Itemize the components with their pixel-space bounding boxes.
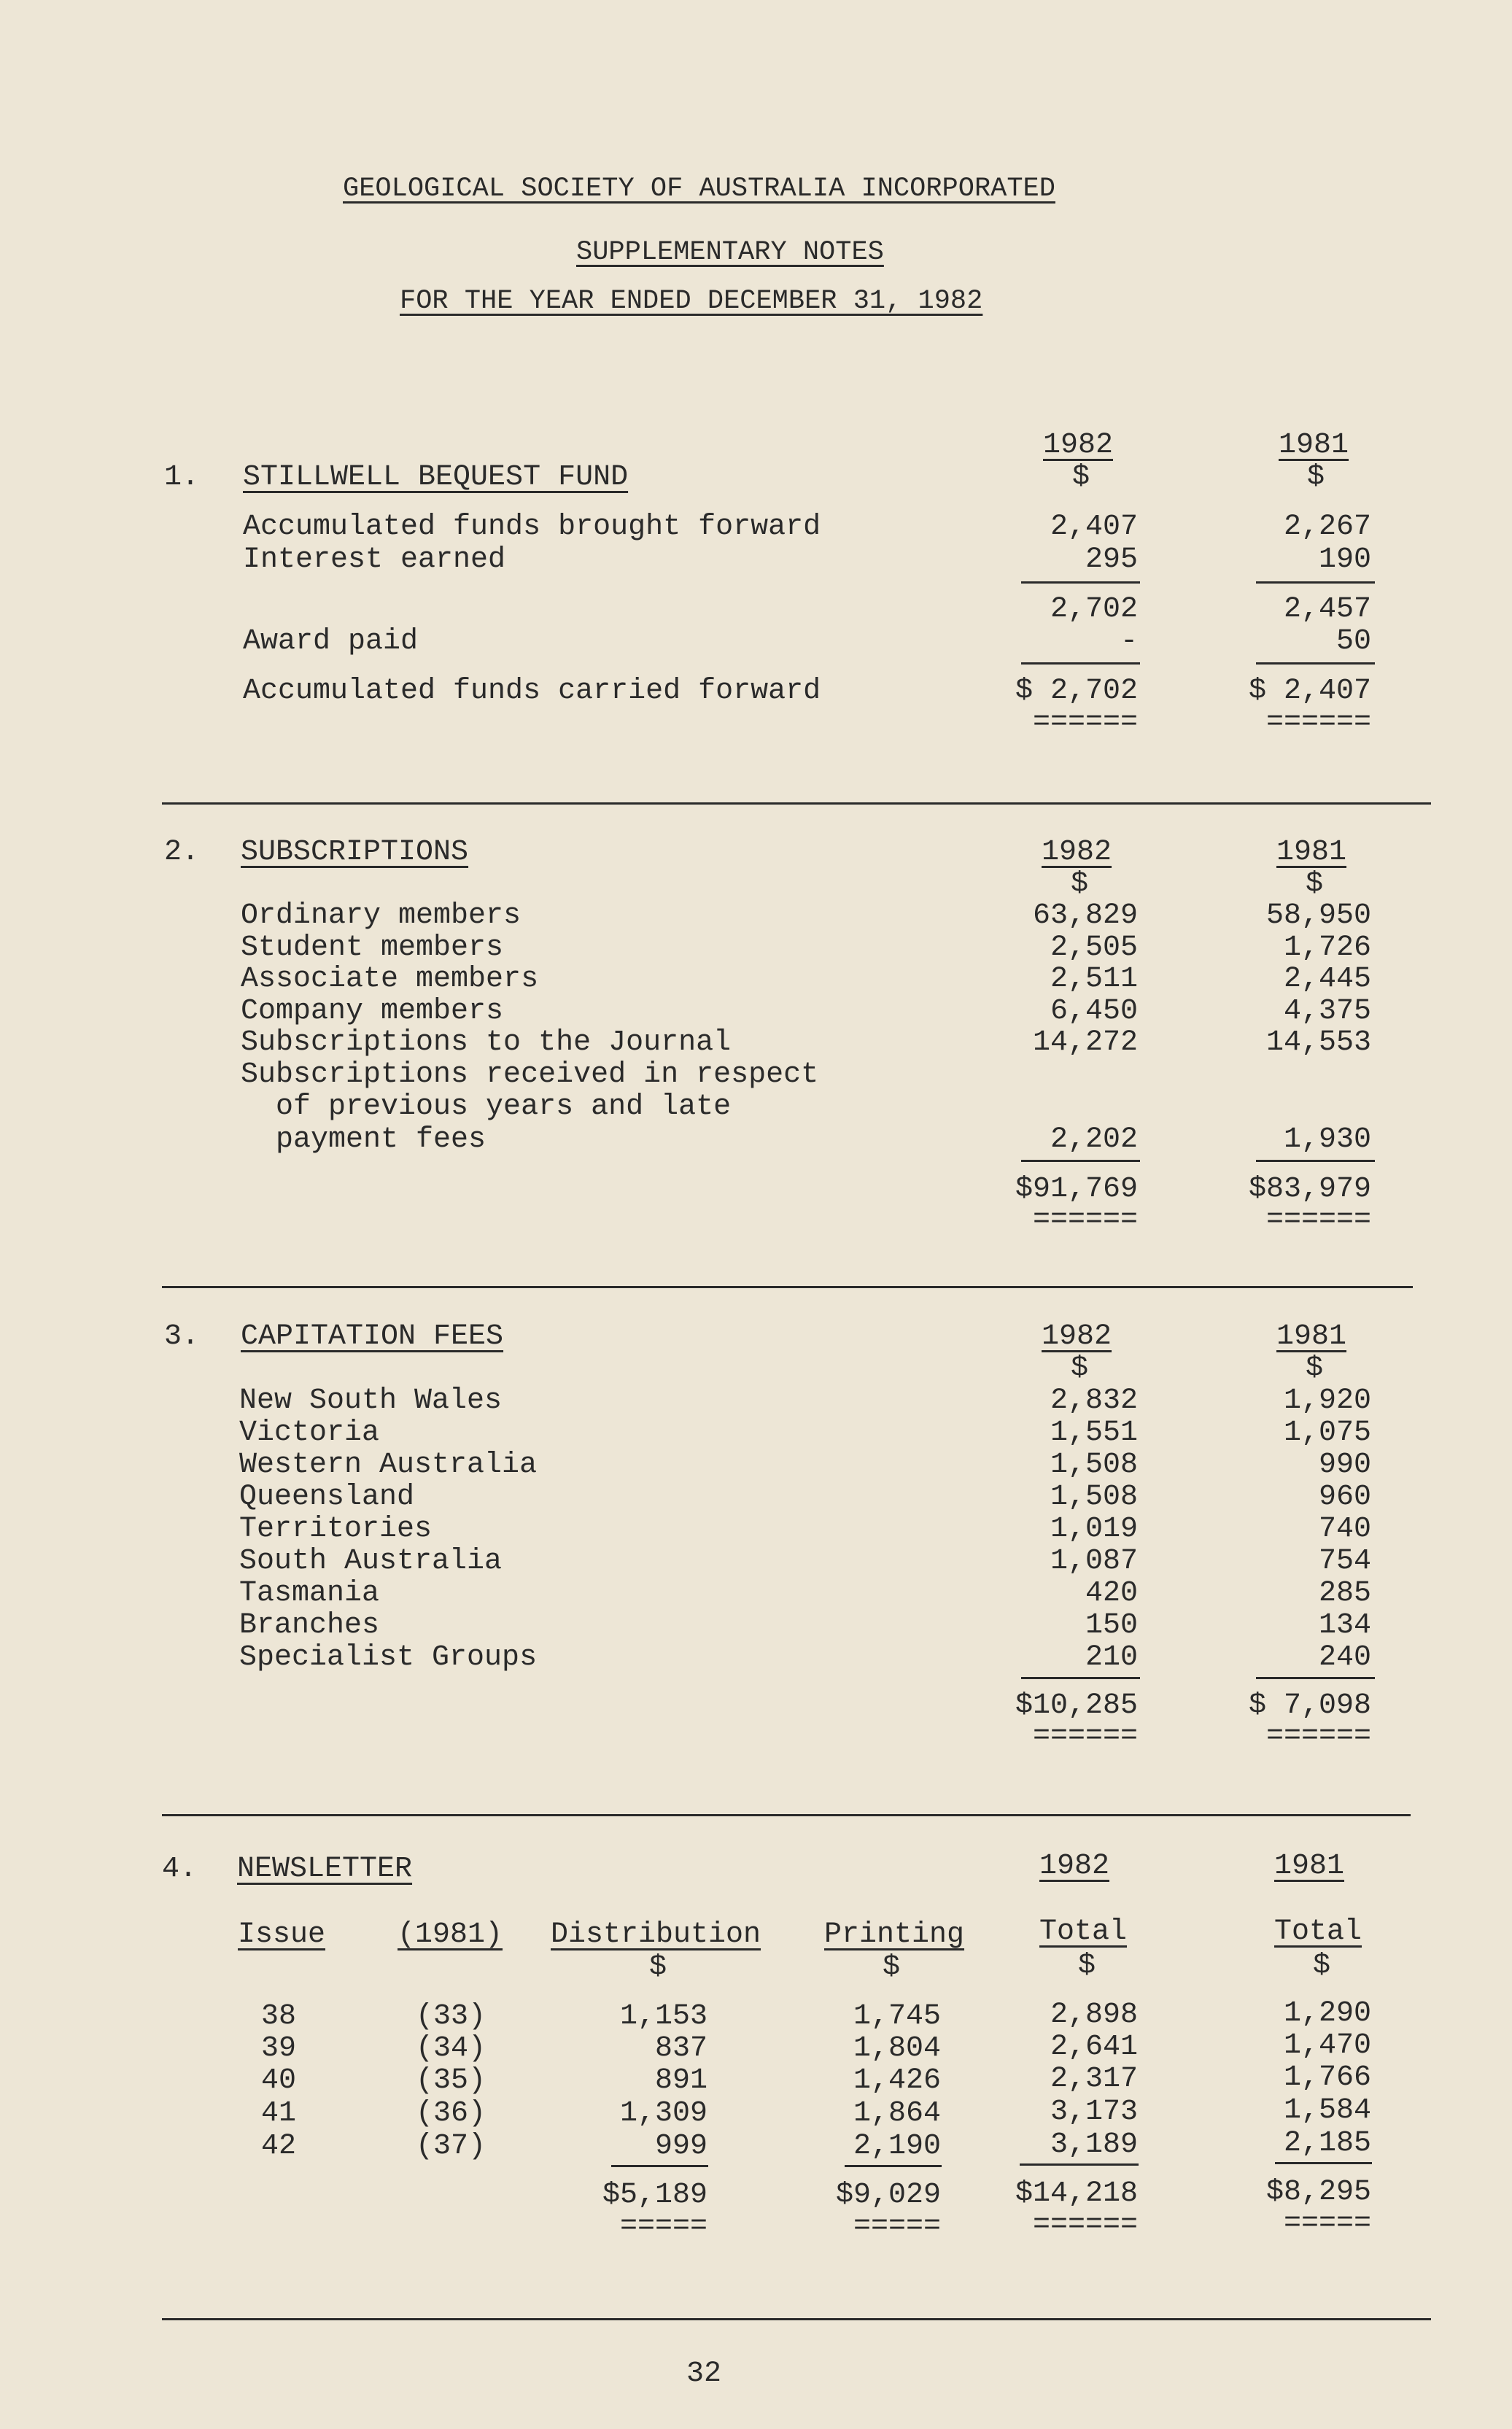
total-1981-value: 1,470 [1283,2029,1371,2062]
section-divider [162,1814,1411,1816]
value-1981: 2,445 [1283,963,1371,996]
distribution-value: 891 [654,2064,707,2097]
row-label: New South Wales [239,1384,503,1417]
subtotal-line [1021,1677,1140,1679]
row-label: Western Australia [239,1449,538,1481]
subtotal-line [1021,1160,1140,1162]
subtotal-line [1020,2163,1139,2166]
currency: $ [1072,461,1090,494]
value-1981: 58,950 [1265,899,1371,932]
org-title: GEOLOGICAL SOCIETY OF AUSTRALIA INCORPORATED [343,174,1055,204]
row-label: payment fees [241,1123,486,1156]
prev-issue: (34) [416,2032,486,2065]
section-number: 2. [164,836,200,869]
section-number: 4. [162,1853,198,1886]
prev-issue: (33) [416,2000,486,2033]
period: FOR THE YEAR ENDED DECEMBER 31, 1982 [400,286,983,317]
col-distribution: Distribution [551,1918,761,1951]
row-label: Subscriptions to the Journal [241,1026,732,1059]
row-label: South Australia [239,1545,503,1578]
value-1982: 1,019 [1050,1513,1138,1546]
total-1982-value: 3,189 [1050,2128,1138,2161]
distribution-value: 1,309 [619,2097,707,2130]
value-1982: 2,202 [1050,1123,1138,1156]
total-1982-value: 2,898 [1050,1999,1138,2031]
currency: $ [1313,1950,1331,1983]
value-1981: 960 [1318,1481,1371,1514]
subtotal-line [1021,581,1140,584]
section-title: STILLWELL BEQUEST FUND [243,461,629,494]
value-1982: 420 [1085,1577,1138,1610]
section-divider [162,802,1431,805]
year-1981: 1981 [1276,1320,1347,1353]
row-label: Company members [241,995,504,1028]
value-1981: 14,553 [1265,1026,1371,1059]
printing-value: 1,745 [853,2000,941,2033]
currency: $ [1071,868,1089,901]
value-1982: 14,272 [1032,1026,1138,1059]
section-number: 3. [164,1320,200,1353]
total-1982-value: 2,317 [1050,2063,1138,2096]
row-label: Interest earned [243,543,506,576]
section-number: 1. [164,461,200,494]
double-underline: ====== [1032,1204,1138,1236]
total-1981-value: 1,766 [1283,2061,1371,2094]
issue-number: 38 [261,2000,297,2033]
value-1982: 1,087 [1050,1545,1138,1578]
issue-number: 42 [261,2130,297,2163]
col-printing: Printing [824,1918,965,1951]
row-label: Queensland [239,1481,415,1514]
printing-value: 1,804 [853,2032,941,2065]
double-underline: ===== [1283,2207,1371,2240]
value-1981: 1,920 [1283,1384,1371,1417]
row-label: Branches [239,1609,380,1642]
currency: $ [1307,461,1325,494]
row-label: Associate members [241,963,539,996]
row-label: Subscriptions received in respect [241,1058,819,1091]
value-1982: 295 [1085,543,1138,576]
distribution-value: 1,153 [619,2000,707,2033]
value-1981: 285 [1318,1577,1371,1610]
printing-value: 2,190 [853,2130,941,2163]
total-1981: $ 2,407 [1248,675,1371,708]
printing-total: $9,029 [835,2179,941,2212]
section-title: NEWSLETTER [237,1853,413,1886]
distribution-total: $5,189 [602,2179,707,2212]
value-1981: 2,457 [1283,593,1371,626]
currency: $ [1071,1352,1089,1385]
section-title: SUBSCRIPTIONS [241,836,469,869]
prev-issue: (37) [416,2130,486,2163]
row-label: Accumulated funds brought forward [243,511,821,543]
total-1981-sum: $8,295 [1265,2176,1371,2209]
double-underline: ===== [619,2210,707,2243]
value-1981: 740 [1318,1513,1371,1546]
prev-issue: (36) [416,2097,486,2130]
value-1982: 2,505 [1050,931,1138,964]
double-underline: ====== [1032,1720,1138,1753]
row-label: Victoria [239,1417,380,1449]
section-divider [162,1286,1413,1288]
row-label: Specialist Groups [239,1641,538,1674]
year-1981: 1981 [1276,836,1347,869]
col-issue: Issue [238,1918,326,1951]
issue-number: 40 [261,2064,297,2097]
value-1981: 2,267 [1283,511,1371,543]
subtotal-line [1256,662,1375,665]
total-1982-value: 3,173 [1050,2096,1138,2128]
row-label: Ordinary members [241,899,522,932]
double-underline: ====== [1265,1204,1371,1236]
value-1982: - [1120,625,1138,658]
double-underline: ====== [1265,1720,1371,1753]
currency: $ [1306,868,1324,901]
subtotal-line [611,2165,708,2167]
double-underline: ====== [1032,706,1138,739]
subtotal-line [1021,662,1140,665]
value-1981: 50 [1335,625,1371,658]
total-1981: $83,979 [1248,1173,1371,1206]
row-label: Student members [241,931,504,964]
value-1981: 190 [1318,543,1371,576]
issue-number: 39 [261,2032,297,2065]
row-label: Award paid [243,625,419,658]
subtitle: SUPPLEMENTARY NOTES [576,237,884,268]
double-underline: ====== [1265,706,1371,739]
currency: $ [883,1951,901,1984]
double-underline: ====== [1032,2209,1138,2242]
total-1981-value: 1,290 [1283,1997,1371,2030]
year-1981: 1981 [1279,429,1349,462]
row-label: of previous years and late [241,1090,732,1123]
value-1981: 1,930 [1283,1123,1371,1156]
page-number: 32 [686,2358,721,2390]
currency: $ [1306,1352,1324,1385]
currency: $ [1078,1950,1096,1983]
value-1982: 210 [1085,1641,1138,1674]
year-1982: 1982 [1042,836,1112,869]
issue-number: 41 [261,2097,297,2130]
total-1981-value: 1,584 [1283,2094,1371,2127]
total-1981: $ 7,098 [1248,1689,1371,1722]
total-1982: $ 2,702 [1015,675,1138,708]
value-1982: 2,702 [1050,593,1138,626]
value-1982: 1,508 [1050,1449,1138,1481]
value-1981: 1,075 [1283,1417,1371,1449]
double-underline: ===== [853,2210,941,2243]
col-total-1982: Total [1039,1915,1128,1948]
year-1982: 1982 [1042,1320,1112,1353]
value-1982: 63,829 [1032,899,1138,932]
value-1982: 150 [1085,1609,1138,1642]
printing-value: 1,426 [853,2064,941,2097]
total-1982-sum: $14,218 [1015,2177,1138,2210]
subtotal-line [1256,581,1375,584]
year-1982: 1982 [1039,1850,1110,1883]
value-1982: 2,407 [1050,511,1138,543]
row-label: Tasmania [239,1577,380,1610]
subtotal-line [1275,2162,1372,2164]
total-1982: $91,769 [1015,1173,1138,1206]
value-1982: 2,511 [1050,963,1138,996]
section-title: CAPITATION FEES [241,1320,504,1353]
subtotal-line [845,2165,942,2167]
prev-issue: (35) [416,2064,486,2097]
subtotal-line [1256,1677,1375,1679]
value-1982: 6,450 [1050,995,1138,1028]
value-1981: 4,375 [1283,995,1371,1028]
distribution-value: 999 [654,2130,707,2163]
col-total-1981: Total [1274,1915,1362,1948]
total-1982-value: 2,641 [1050,2031,1138,2064]
printing-value: 1,864 [853,2097,941,2130]
value-1981: 754 [1318,1545,1371,1578]
value-1982: 1,551 [1050,1417,1138,1449]
total-1982: $10,285 [1015,1689,1138,1722]
row-label: Accumulated funds carried forward [243,675,821,708]
value-1981: 1,726 [1283,931,1371,964]
currency: $ [649,1951,667,1984]
value-1981: 240 [1318,1641,1371,1674]
value-1982: 2,832 [1050,1384,1138,1417]
value-1981: 990 [1318,1449,1371,1481]
row-label: Territories [239,1513,433,1546]
subtotal-line [1256,1160,1375,1162]
value-1981: 134 [1318,1609,1371,1642]
distribution-value: 837 [654,2032,707,2065]
total-1981-value: 2,185 [1283,2127,1371,2160]
value-1982: 1,508 [1050,1481,1138,1514]
year-1982: 1982 [1043,429,1114,462]
year-1981: 1981 [1274,1850,1345,1883]
section-divider [162,2318,1431,2320]
col-prev-issue: (1981) [398,1918,503,1951]
